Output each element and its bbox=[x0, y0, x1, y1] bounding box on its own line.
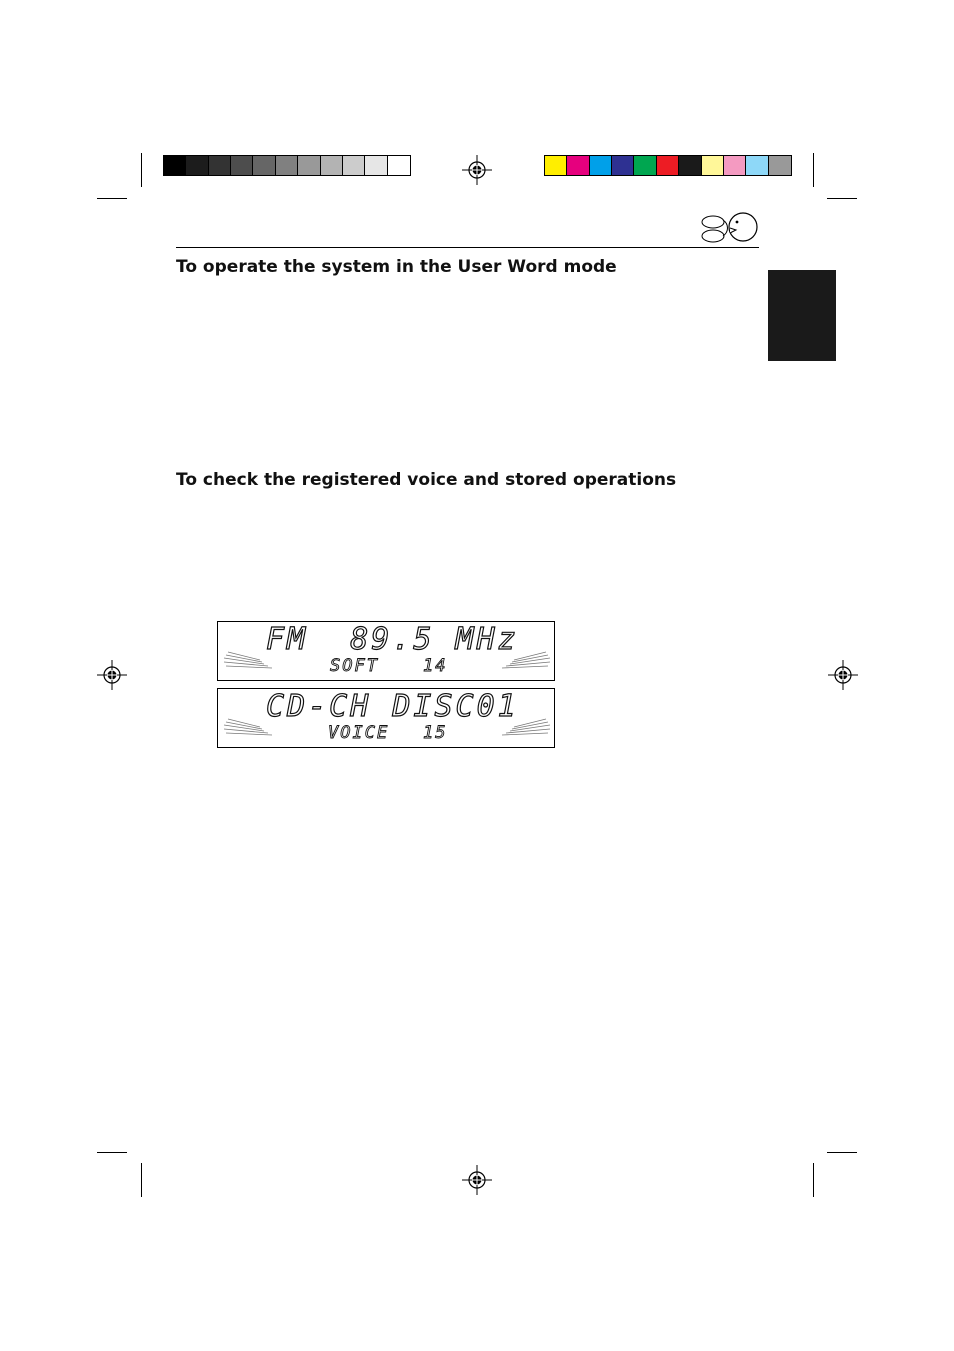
lcd-sub-word: VOICE bbox=[328, 723, 390, 743]
color-swatch bbox=[590, 156, 612, 175]
color-swatch bbox=[164, 156, 186, 175]
color-swatch bbox=[343, 156, 365, 175]
color-swatch bbox=[365, 156, 387, 175]
color-swatch bbox=[702, 156, 724, 175]
lcd-sub-word: SOFT bbox=[330, 656, 379, 676]
color-swatch bbox=[276, 156, 298, 175]
color-swatch bbox=[612, 156, 634, 175]
lcd-main-text: FM 89.5 MHz bbox=[266, 622, 519, 657]
grayscale-calibration-strip bbox=[163, 155, 411, 176]
lcd-sub-number: 15 bbox=[423, 723, 448, 743]
color-swatch bbox=[209, 156, 231, 175]
color-swatch bbox=[545, 156, 567, 175]
color-swatch bbox=[298, 156, 320, 175]
lcd-display bbox=[217, 621, 555, 681]
color-swatch bbox=[679, 156, 701, 175]
color-swatch bbox=[724, 156, 746, 175]
color-swatch bbox=[746, 156, 768, 175]
color-swatch bbox=[388, 156, 410, 175]
registration-mark-icon bbox=[462, 155, 492, 185]
color-swatch bbox=[253, 156, 275, 175]
speech-head-icon bbox=[699, 211, 761, 245]
crop-mark bbox=[813, 153, 814, 187]
crop-mark bbox=[97, 1152, 127, 1153]
color-swatch bbox=[657, 156, 679, 175]
lcd-sub-number: 14 bbox=[423, 656, 448, 676]
color-swatch bbox=[186, 156, 208, 175]
color-swatch bbox=[321, 156, 343, 175]
registration-mark-icon bbox=[97, 660, 127, 690]
color-swatch bbox=[769, 156, 791, 175]
crop-mark bbox=[813, 1163, 814, 1197]
registration-mark-icon bbox=[462, 1165, 492, 1195]
crop-mark bbox=[827, 1152, 857, 1153]
lcd-display bbox=[217, 688, 555, 748]
color-calibration-strip bbox=[544, 155, 792, 176]
header-rule bbox=[176, 247, 759, 248]
crop-mark bbox=[97, 198, 127, 199]
registration-mark-icon bbox=[828, 660, 858, 690]
crop-mark bbox=[141, 153, 142, 187]
section-heading-check-registered: To check the registered voice and stored operations bbox=[176, 470, 677, 490]
color-swatch bbox=[231, 156, 253, 175]
crop-mark bbox=[141, 1163, 142, 1197]
language-tab bbox=[768, 270, 836, 361]
color-swatch bbox=[634, 156, 656, 175]
color-swatch bbox=[567, 156, 589, 175]
section-heading-user-word-mode: To operate the system in the User Word mode bbox=[176, 257, 617, 277]
crop-mark bbox=[827, 198, 857, 199]
lcd-main-text: CD-CH DISC01 bbox=[266, 689, 519, 724]
